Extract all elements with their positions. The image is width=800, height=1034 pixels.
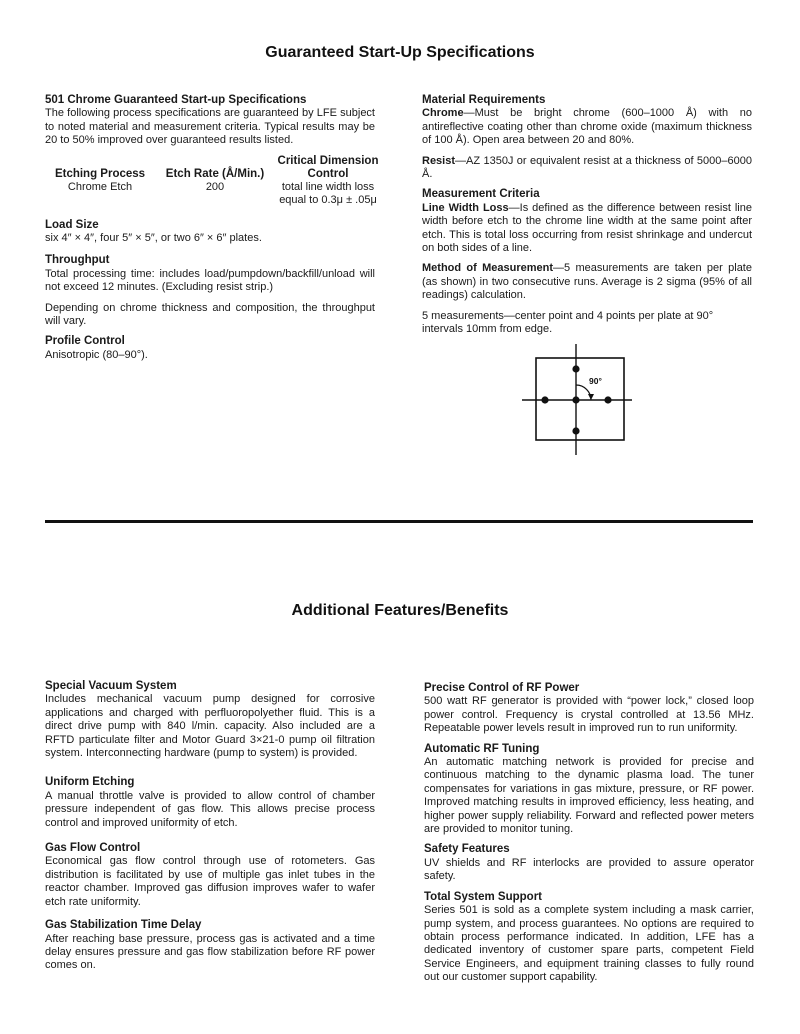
etch-table-header-row	[45, 155, 381, 181]
throughput-heading: Throughput	[45, 254, 110, 267]
feature-heading-gas-stabilization: Gas Stabilization Time Delay	[45, 919, 202, 932]
throughput-text: Total processing time: includes load/pumpdown/backfill/unload will not exceed 12 minutes. (Excluding resist strip.)	[45, 267, 375, 294]
feature-text-uniform-etching: A manual throttle valve is provided to allow control of chamber pressure independent of gas flow. This allows precise process control and improved uniformity of etch.	[45, 789, 375, 829]
feature-heading-rf-power: Precise Control of RF Power	[424, 682, 580, 694]
feature-heading-gas-flow: Gas Flow Control	[45, 842, 141, 855]
spec-left-column	[45, 94, 379, 369]
angle-label: 90°	[589, 376, 602, 386]
etch-table-header-process: Etching Process	[54, 167, 146, 180]
spec-intro: The following process specifications are guaranteed by LFE subject to noted material and measurement criteria. Typical results may be 20 to 50% improved over guaranteed results listed.	[45, 107, 375, 147]
feature-text-gas-stabilization: After reaching base pressure, process gas is activated and a time delay ensures pressure and gas flow stabilization before RF power comes on.	[45, 932, 375, 972]
material-requirements-heading: Material Requirements	[422, 94, 546, 106]
spec-right-column	[422, 94, 752, 344]
method-of-measurement	[422, 262, 752, 302]
etch-table-row	[45, 181, 381, 207]
top-point-dot	[572, 365, 579, 372]
etch-table-header-cd: Critical Dimension Control	[277, 154, 379, 180]
resist-text: —AZ 1350J or equivalent resist at a thickness of 5000–6000 Å.	[422, 154, 752, 181]
lwl-text: —Is defined as the difference between resist line width before etch to the chrome line width at the same point after etch. This is total loss occurring from resist shrinkage and undercut on both sides of a line.	[422, 201, 752, 255]
chrome-text: —Must be bright chrome (600–1000 Å) with no antireflective coating other than chrome oxide (maximum thickness of 100 Å). Open area between 20 and 80%.	[422, 107, 752, 147]
etch-spec-table	[45, 155, 381, 207]
features-title: Additional Features/Benefits	[291, 602, 509, 619]
measurement-diagram	[518, 344, 638, 456]
left-point-dot	[541, 396, 548, 403]
measurement-points-text: 5 measurements—center point and 4 points per plate at 90° intervals 10mm from edge.	[422, 309, 714, 336]
line-width-loss	[422, 202, 752, 256]
etch-table-cell-rate: 200	[205, 180, 225, 193]
right-point-dot	[604, 396, 611, 403]
bottom-point-dot	[572, 427, 579, 434]
etch-table-cell-cd: total line width loss equal to 0.3μ ± .05μ	[279, 180, 377, 206]
section-divider	[45, 520, 753, 523]
feature-text-safety: UV shields and RF interlocks are provided to assure operator safety.	[424, 856, 754, 883]
features-right-column	[424, 682, 754, 992]
resist-requirement	[422, 155, 752, 182]
feature-text-vacuum: Includes mechanical vacuum pump designed for corrosive applications and charged with perfluoropolyether fluid. This is a direct drive pump with 840 l/min. capacity. Also included are a RFTD particulate filter and Motor Guard 3×21-0 pump oil filtration system. Interconnecting hardware (pump to system) is provided.	[45, 693, 375, 760]
center-point-dot	[572, 396, 579, 403]
feature-text-rf-tuning: An automatic matching network is provided for precise and continuous matching to the dynamic plasma load. The tuner compensates for variations in gas mixture, pressure, or RF power. Improved matching results in improved efficiency, less heating, and higher power supply reliability. Forward and reflected power meters are provided to monitor tuning.	[424, 756, 754, 836]
measurement-criteria-heading: Measurement Criteria	[422, 188, 540, 201]
chrome-label: Chrome	[422, 107, 464, 120]
feature-text-gas-flow: Economical gas flow control through use of rotometers. Gas distribution is facilitated by use of multiple gas inlet tubes in the reactor chamber. Improved gas diffusion improves wafer to wafer etch rate uniformity.	[45, 855, 375, 908]
features-left-column	[45, 680, 375, 980]
spec-heading: 501 Chrome Guaranteed Start-up Specifications	[45, 94, 307, 106]
chrome-requirement	[422, 107, 752, 147]
load-size-heading: Load Size	[45, 218, 99, 231]
profile-control-heading: Profile Control	[45, 335, 125, 348]
method-text: —5 measurements are taken per plate (as shown) in two consecutive runs. Average is 2 sigma (95% of all readings) calculation.	[422, 262, 752, 302]
profile-control-text: Anisotropic (80–90°).	[45, 348, 148, 361]
spec-title: Guaranteed Start-Up Specifications	[265, 44, 535, 61]
load-size-text: six 4″ × 4″, four 5″ × 5″, or two 6″ × 6″ plates.	[45, 232, 262, 245]
resist-label: Resist	[422, 154, 456, 167]
etch-table-cell-process: Chrome Etch	[67, 180, 133, 193]
method-label: Method of Measurement	[422, 262, 554, 275]
feature-text-rf-power: 500 watt RF generator is provided with “power lock,” closed loop power control. Frequency is crystal controlled at 13.56 MHz. Repeatable power levels result in improved run to run uniformity.	[424, 695, 754, 735]
feature-heading-safety: Safety Features	[424, 843, 510, 856]
feature-text-system-support: Series 501 is sold as a complete system including a mask carrier, pump system, and process guarantees. No options are required to obtain process performance indicated. In addition, LFE has a dedicated inventory of customer spare parts, competent Field Service Engineers, and equipment training classes to fully round out our customer support capability.	[424, 904, 754, 984]
throughput-note: Depending on chrome thickness and composition, the throughput will vary.	[45, 301, 375, 328]
feature-heading-vacuum: Special Vacuum System	[45, 680, 177, 692]
etch-table-header-rate: Etch Rate (Å/Min.)	[165, 167, 265, 180]
angle-arrowhead	[588, 394, 594, 400]
feature-heading-system-support: Total System Support	[424, 890, 542, 903]
feature-heading-rf-tuning: Automatic RF Tuning	[424, 742, 540, 755]
lwl-label: Line Width Loss	[422, 201, 509, 214]
feature-heading-uniform-etching: Uniform Etching	[45, 776, 135, 789]
